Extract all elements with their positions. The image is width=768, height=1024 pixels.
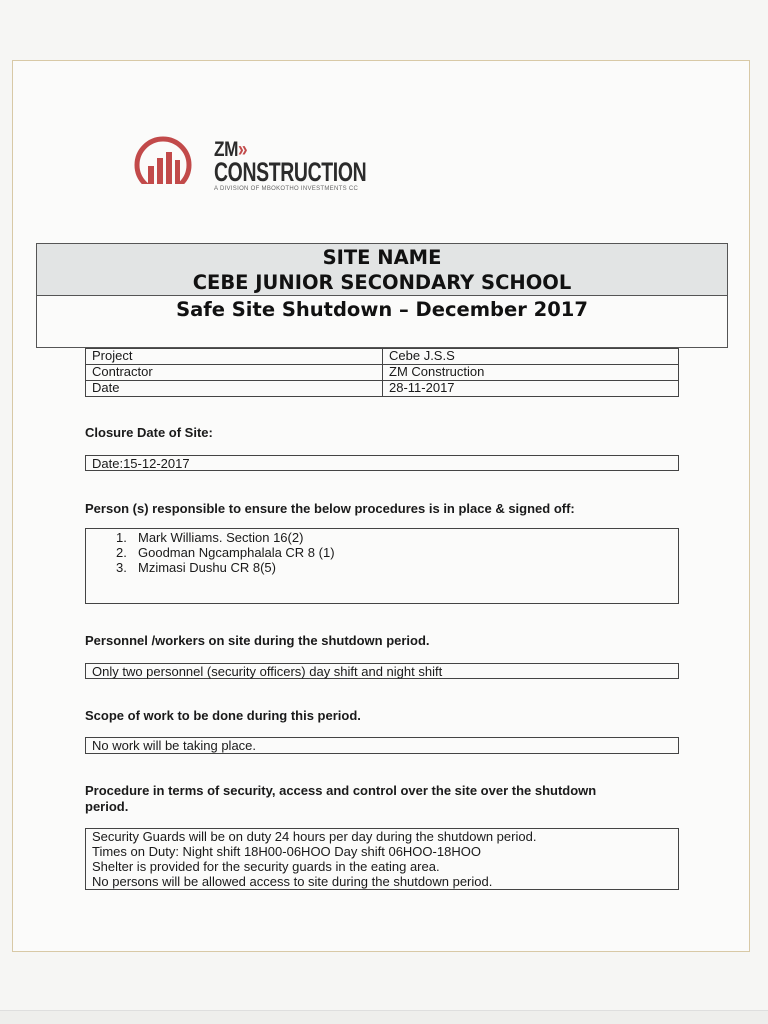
table-row — [86, 349, 679, 365]
scope-label: Scope of work to be done during this period. — [85, 708, 361, 723]
project-label: Project — [86, 349, 383, 365]
contractor-value: ZM Construction — [383, 365, 679, 381]
logo-construction-text: CONSTRUCTION — [214, 157, 367, 187]
procedure-label-line2: period. — [85, 799, 129, 814]
list-item: 3. Mzimasi Dushu CR 8(5) — [116, 560, 276, 575]
procedure-line: Shelter is provided for the security guards in the eating area. — [92, 859, 440, 874]
procedure-label-line1: Procedure in terms of security, access and control over the site over the shutdown — [85, 783, 597, 798]
closure-date-label: Closure Date of Site: — [85, 425, 213, 440]
responsible-label: Person (s) responsible to ensure the below procedures is in place & signed off: — [85, 501, 575, 516]
personnel-box — [85, 663, 679, 679]
procedure-line: No persons will be allowed access to site during the shutdown period. — [92, 874, 493, 889]
scope-value: No work will be taking place. — [92, 738, 257, 753]
logo-tagline: A DIVISION OF MBOKOTHO INVESTMENTS CC — [214, 186, 359, 192]
project-value: Cebe J.S.S — [383, 349, 679, 365]
table-row — [86, 365, 679, 381]
table-row — [86, 381, 679, 397]
scan-bottom-edge — [0, 1010, 768, 1024]
personnel-label: Personnel /workers on site during the shutdown period. — [85, 633, 430, 648]
building-arc-icon — [134, 136, 192, 194]
date-label: Date — [86, 381, 383, 397]
school-name-heading: CEBE JUNIOR SECONDARY SCHOOL — [192, 271, 572, 294]
site-header-box — [36, 243, 728, 348]
personnel-value: Only two personnel (security officers) day shift and night shift — [92, 664, 443, 679]
responsible-box — [85, 528, 679, 604]
logo-zm-text: ZM» — [214, 138, 248, 161]
procedure-line: Security Guards will be on duty 24 hours per day during the shutdown period. — [92, 829, 537, 844]
contractor-label: Contractor — [86, 365, 383, 381]
date-value: 28-11-2017 — [383, 381, 679, 397]
closure-date-box — [85, 455, 679, 471]
document-title: Safe Site Shutdown – December 2017 — [176, 298, 588, 321]
scope-box — [85, 737, 679, 754]
procedure-box — [85, 828, 679, 890]
list-item: 2. Goodman Ngcamphalala CR 8 (1) — [116, 545, 335, 560]
list-item: 1. Mark Williams. Section 16(2) — [116, 530, 304, 545]
closure-date-value: Date:15-12-2017 — [92, 456, 190, 471]
procedure-line: Times on Duty: Night shift 18H00-06HOO Day shift 06HOO-18HOO — [92, 844, 481, 859]
company-logo — [134, 136, 374, 198]
project-info-table — [85, 348, 679, 397]
responsible-list — [92, 530, 672, 575]
site-name-heading: SITE NAME — [322, 246, 442, 269]
